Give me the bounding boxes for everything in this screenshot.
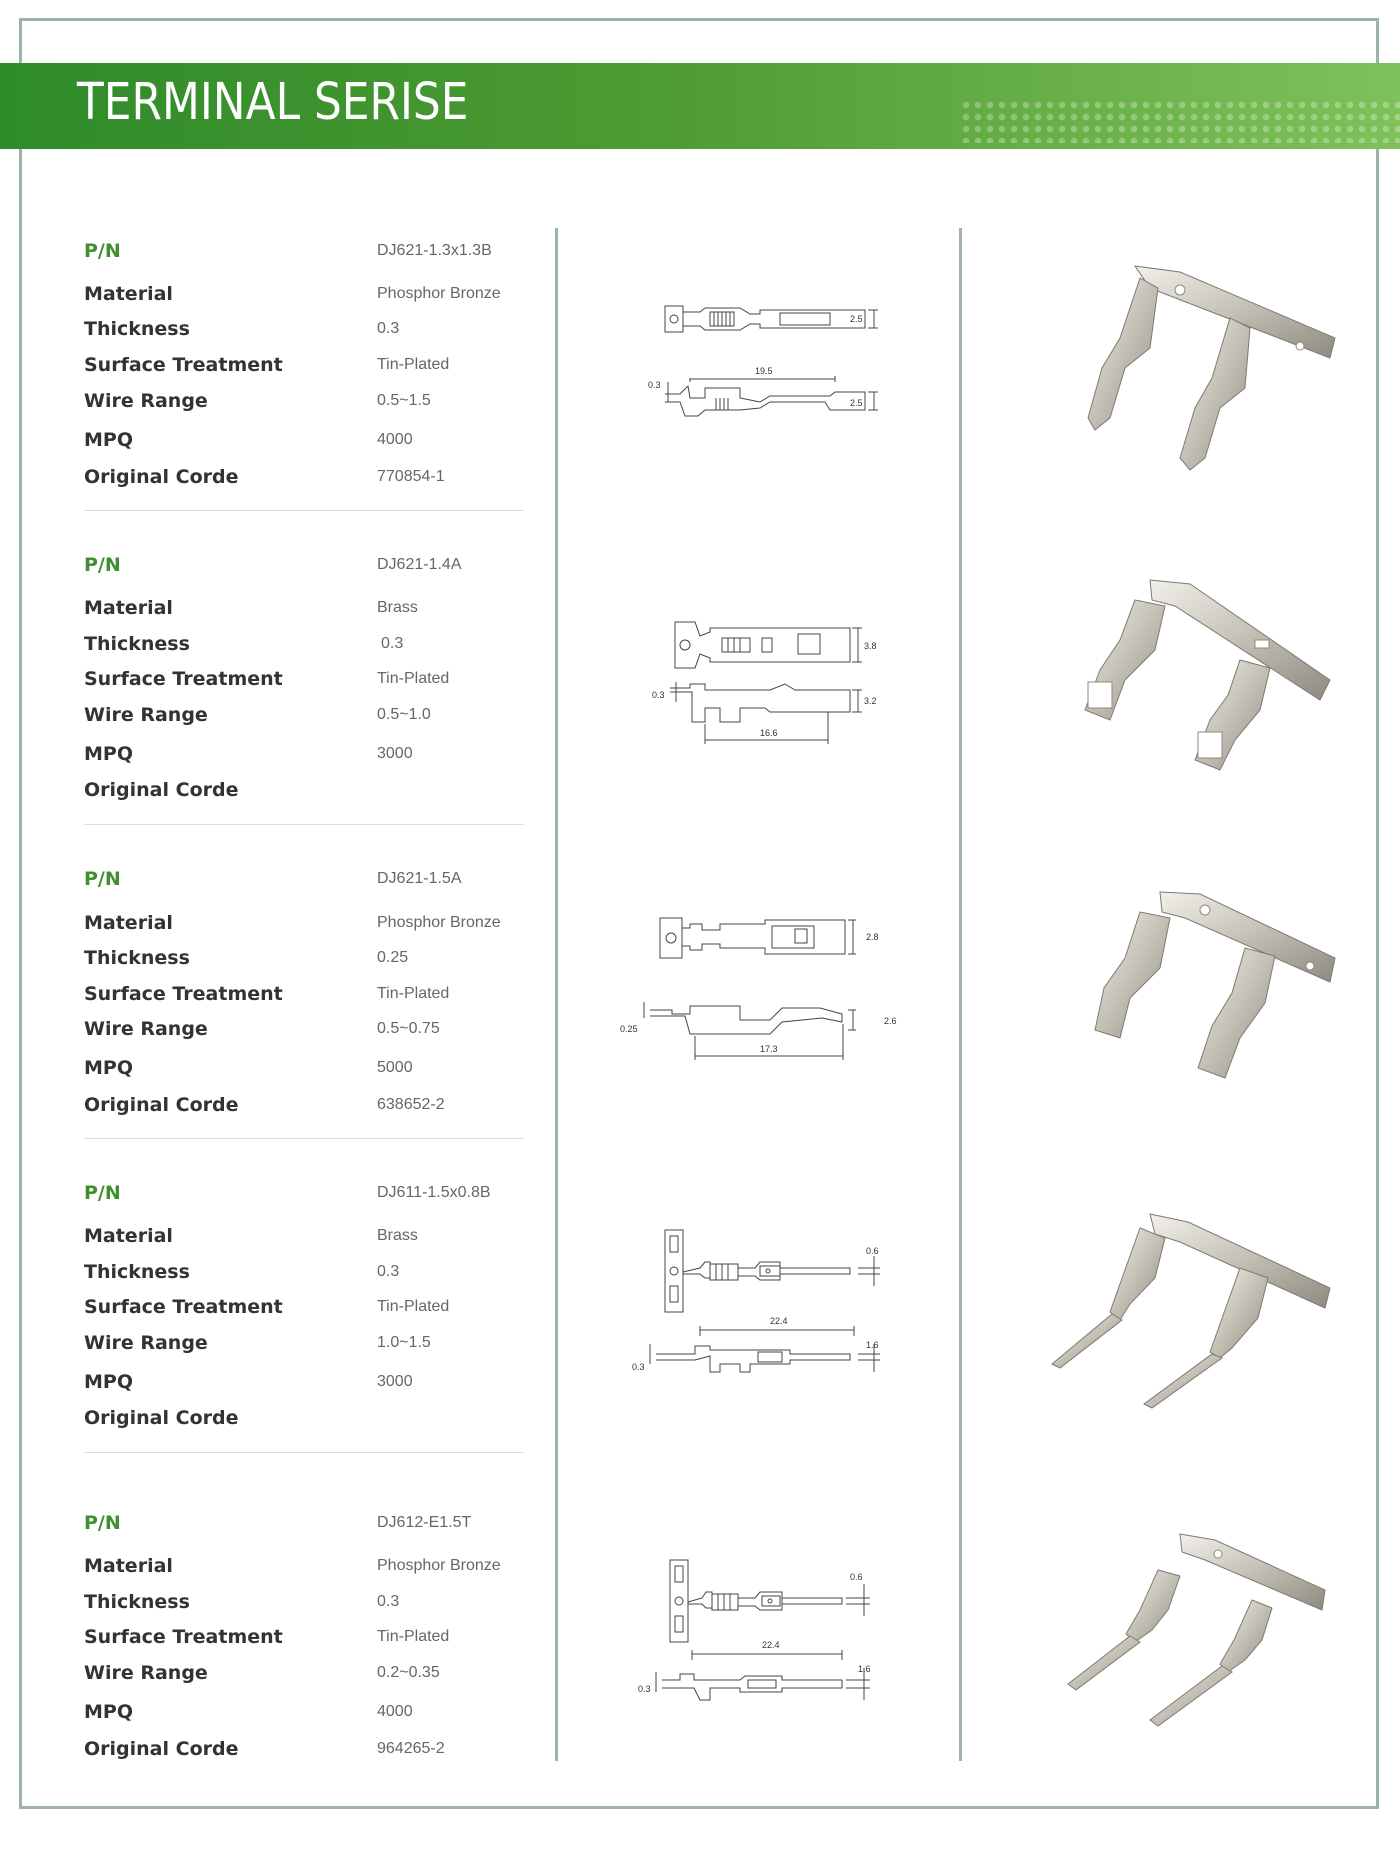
dim-thickness: 0.3 bbox=[632, 1362, 645, 1372]
material-label: Material bbox=[84, 1555, 173, 1577]
dim-height: 2.6 bbox=[884, 1016, 897, 1026]
original-code-value: 638652-2 bbox=[377, 1096, 445, 1113]
surface-label: Surface Treatment bbox=[84, 1296, 283, 1318]
wire-range-label: Wire Range bbox=[84, 704, 208, 726]
pn-label: P/N bbox=[84, 1182, 121, 1204]
thickness-label: Thickness bbox=[84, 947, 190, 969]
dim-height: 2.5 bbox=[850, 398, 863, 408]
entry-separator bbox=[84, 1138, 524, 1139]
dim-thickness: 0.3 bbox=[638, 1684, 651, 1694]
material-label: Material bbox=[84, 1225, 173, 1247]
mpq-value: 3000 bbox=[377, 1373, 413, 1390]
dim-length: 17.3 bbox=[760, 1044, 778, 1054]
mpq-value: 4000 bbox=[377, 1703, 413, 1720]
dim-length: 22.4 bbox=[770, 1316, 788, 1326]
pn-value: DJ621-1.5A bbox=[377, 870, 462, 887]
dim-width: 2.5 bbox=[850, 314, 863, 324]
dim-height: 3.2 bbox=[864, 696, 877, 706]
technical-drawing-5 bbox=[610, 1556, 910, 1726]
surface-value: Tin-Plated bbox=[377, 985, 450, 1002]
mpq-label: MPQ bbox=[84, 1371, 133, 1393]
thickness-value: 0.25 bbox=[377, 949, 409, 966]
entry-separator bbox=[84, 1452, 524, 1453]
dim-height: 1.6 bbox=[858, 1664, 871, 1674]
pn-label: P/N bbox=[84, 240, 121, 262]
technical-drawing-1 bbox=[610, 298, 910, 468]
wire-range-value: 0.5~1.5 bbox=[377, 392, 431, 409]
technical-drawing-3 bbox=[610, 910, 910, 1080]
surface-value: Tin-Plated bbox=[377, 1628, 450, 1645]
dim-length: 16.6 bbox=[760, 728, 778, 738]
column-divider-left bbox=[555, 228, 558, 1761]
dim-width: 2.8 bbox=[866, 932, 879, 942]
thickness-value: 0.3 bbox=[377, 1593, 400, 1610]
mpq-label: MPQ bbox=[84, 743, 133, 765]
page-title: TERMINAL SERISE bbox=[77, 73, 469, 132]
wire-range-label: Wire Range bbox=[84, 1332, 208, 1354]
material-value: Phosphor Bronze bbox=[377, 285, 501, 302]
technical-drawing-2 bbox=[610, 612, 910, 782]
dim-width: 0.6 bbox=[850, 1572, 863, 1582]
thickness-label: Thickness bbox=[84, 1591, 190, 1613]
pn-label: P/N bbox=[84, 554, 121, 576]
mpq-label: MPQ bbox=[84, 1057, 133, 1079]
wire-range-label: Wire Range bbox=[84, 1662, 208, 1684]
original-code-label: Original Corde bbox=[84, 779, 239, 801]
original-code-label: Original Corde bbox=[84, 466, 239, 488]
dim-height: 1.6 bbox=[866, 1340, 879, 1350]
technical-drawing-4 bbox=[610, 1226, 910, 1396]
wire-range-label: Wire Range bbox=[84, 1018, 208, 1040]
entry-separator bbox=[84, 824, 524, 825]
material-label: Material bbox=[84, 597, 173, 619]
wire-range-value: 1.0~1.5 bbox=[377, 1334, 431, 1351]
wire-range-value: 0.5~1.0 bbox=[377, 706, 431, 723]
thickness-label: Thickness bbox=[84, 633, 190, 655]
header-banner bbox=[0, 63, 1400, 149]
wire-range-value: 0.5~0.75 bbox=[377, 1020, 440, 1037]
column-divider-right bbox=[959, 228, 962, 1761]
surface-value: Tin-Plated bbox=[377, 670, 450, 687]
mpq-value: 4000 bbox=[377, 431, 413, 448]
mpq-label: MPQ bbox=[84, 1701, 133, 1723]
dim-length: 19.5 bbox=[755, 366, 773, 376]
dim-thickness: 0.3 bbox=[652, 690, 665, 700]
surface-value: Tin-Plated bbox=[377, 1298, 450, 1315]
wire-range-value: 0.2~0.35 bbox=[377, 1664, 440, 1681]
original-code-label: Original Corde bbox=[84, 1407, 239, 1429]
surface-label: Surface Treatment bbox=[84, 354, 283, 376]
mpq-value: 5000 bbox=[377, 1059, 413, 1076]
material-value: Phosphor Bronze bbox=[377, 914, 501, 931]
material-label: Material bbox=[84, 912, 173, 934]
pn-value: DJ621-1.4A bbox=[377, 556, 462, 573]
original-code-label: Original Corde bbox=[84, 1738, 239, 1760]
original-code-value: 770854-1 bbox=[377, 468, 445, 485]
product-photo-4 bbox=[1040, 1208, 1340, 1428]
product-photo-3 bbox=[1040, 888, 1340, 1108]
entry-separator bbox=[84, 510, 524, 511]
pn-value: DJ612-E1.5T bbox=[377, 1514, 472, 1531]
product-photo-1 bbox=[1040, 258, 1340, 478]
surface-label: Surface Treatment bbox=[84, 1626, 283, 1648]
surface-label: Surface Treatment bbox=[84, 668, 283, 690]
material-label: Material bbox=[84, 283, 173, 305]
original-code-value: 964265-2 bbox=[377, 1740, 445, 1757]
surface-label: Surface Treatment bbox=[84, 983, 283, 1005]
mpq-label: MPQ bbox=[84, 429, 133, 451]
pn-label: P/N bbox=[84, 1512, 121, 1534]
material-value: Brass bbox=[377, 599, 418, 616]
mpq-value: 3000 bbox=[377, 745, 413, 762]
wire-range-label: Wire Range bbox=[84, 390, 208, 412]
dim-length: 22.4 bbox=[762, 1640, 780, 1650]
pn-value: DJ621-1.3x1.3B bbox=[377, 242, 492, 259]
dim-width: 0.6 bbox=[866, 1246, 879, 1256]
thickness-label: Thickness bbox=[84, 1261, 190, 1283]
pn-label: P/N bbox=[84, 868, 121, 890]
product-photo-5 bbox=[1040, 1530, 1340, 1750]
thickness-value: 0.3 bbox=[377, 1263, 400, 1280]
thickness-value: 0.3 bbox=[381, 635, 404, 652]
surface-value: Tin-Plated bbox=[377, 356, 450, 373]
pn-value: DJ611-1.5x0.8B bbox=[377, 1184, 491, 1201]
thickness-label: Thickness bbox=[84, 318, 190, 340]
material-value: Phosphor Bronze bbox=[377, 1557, 501, 1574]
thickness-value: 0.3 bbox=[377, 320, 400, 337]
dim-thickness: 0.3 bbox=[648, 380, 661, 390]
dim-thickness: 0.25 bbox=[620, 1024, 638, 1034]
product-photo-2 bbox=[1040, 570, 1340, 790]
original-code-label: Original Corde bbox=[84, 1094, 239, 1116]
banner-dot-pattern bbox=[960, 99, 1400, 143]
material-value: Brass bbox=[377, 1227, 418, 1244]
dim-width: 3.8 bbox=[864, 641, 877, 651]
